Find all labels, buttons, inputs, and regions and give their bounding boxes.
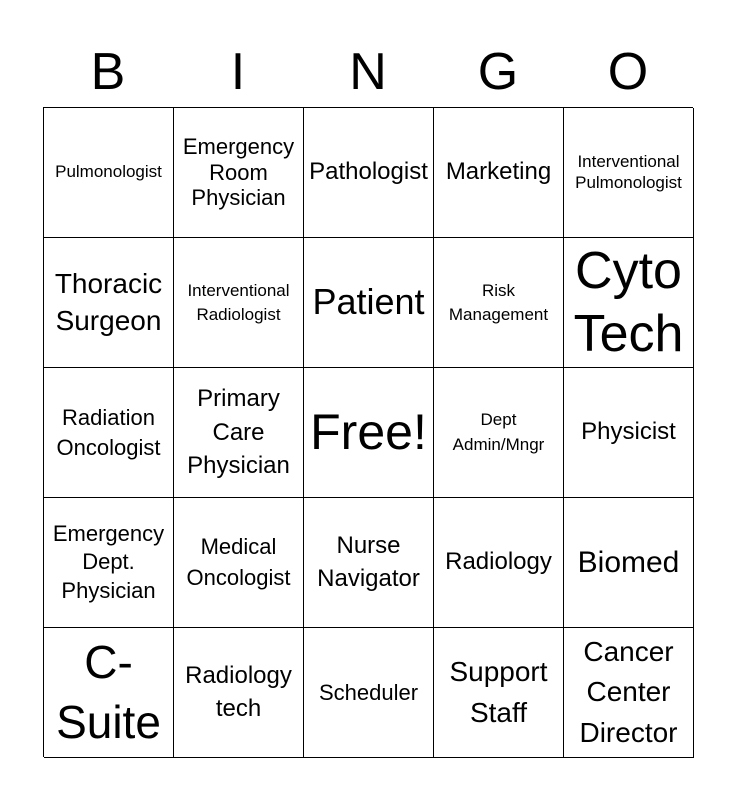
bingo-cell[interactable] (44, 498, 174, 628)
bingo-cell[interactable] (174, 368, 304, 498)
cell-label: Radiology (445, 548, 552, 576)
cell-label: Interventional Radiologist (187, 280, 290, 324)
bingo-cell[interactable] (304, 238, 434, 368)
cell-label: Marketing (445, 158, 552, 186)
cell-label: Dept Admin/Mngr (452, 409, 545, 454)
free-space-label: Free! (310, 404, 427, 460)
cell-label: Physicist (581, 418, 676, 446)
cell-label: Emergency Room Physician (182, 133, 295, 211)
cell-label: Radiology tech (185, 662, 292, 722)
cell-label: Support Staff (449, 655, 548, 728)
bingo-cell-free[interactable] (304, 368, 434, 498)
bingo-cell[interactable] (434, 368, 564, 498)
bingo-cell[interactable] (304, 628, 434, 758)
bingo-cell[interactable] (434, 108, 564, 238)
cell-label: Biomed (577, 545, 680, 579)
header-letter-i: I (230, 43, 246, 101)
cell-label: Medical Oncologist (186, 533, 291, 590)
bingo-header (43, 40, 693, 104)
cell-label: Pathologist (309, 158, 428, 186)
cell-label: Thoracic Surgeon (54, 268, 163, 336)
bingo-cell[interactable] (564, 368, 694, 498)
cell-label: Primary Care Physician (187, 385, 290, 480)
bingo-cell[interactable] (44, 628, 174, 758)
cell-label: Risk Management (448, 280, 549, 324)
bingo-cell[interactable] (174, 628, 304, 758)
bingo-cell[interactable] (174, 238, 304, 368)
bingo-cell[interactable] (564, 498, 694, 628)
bingo-cell[interactable] (44, 238, 174, 368)
header-letter-n: N (349, 43, 387, 101)
header-letter-b: B (90, 43, 126, 101)
cell-label: Cyto Tech (573, 242, 684, 363)
cell-label: Scheduler (318, 679, 419, 705)
bingo-cell[interactable] (564, 628, 694, 758)
cell-label: C-Suite (56, 635, 161, 748)
bingo-cell[interactable] (44, 368, 174, 498)
cell-label: Pulmonologist (55, 162, 162, 182)
bingo-cell[interactable] (304, 108, 434, 238)
bingo-cell[interactable] (174, 498, 304, 628)
bingo-board (43, 107, 693, 757)
bingo-cell[interactable] (44, 108, 174, 238)
cell-label: Radiation Oncologist (56, 404, 161, 460)
cell-label: Patient (312, 281, 425, 323)
bingo-cell[interactable] (434, 628, 564, 758)
bingo-cell[interactable] (564, 238, 694, 368)
cell-label: Interventional Pulmonologist (575, 152, 682, 192)
bingo-cell[interactable] (434, 498, 564, 628)
cell-label: Cancer Center Director (579, 635, 678, 748)
header-letter-g: G (477, 43, 519, 101)
cell-label: Nurse Navigator (317, 532, 420, 592)
bingo-cell[interactable] (304, 498, 434, 628)
bingo-cell[interactable] (564, 108, 694, 238)
bingo-cell[interactable] (434, 238, 564, 368)
header-letter-o: O (607, 43, 649, 101)
bingo-cell[interactable] (174, 108, 304, 238)
cell-label: Emergency Dept. Physician (52, 521, 165, 603)
